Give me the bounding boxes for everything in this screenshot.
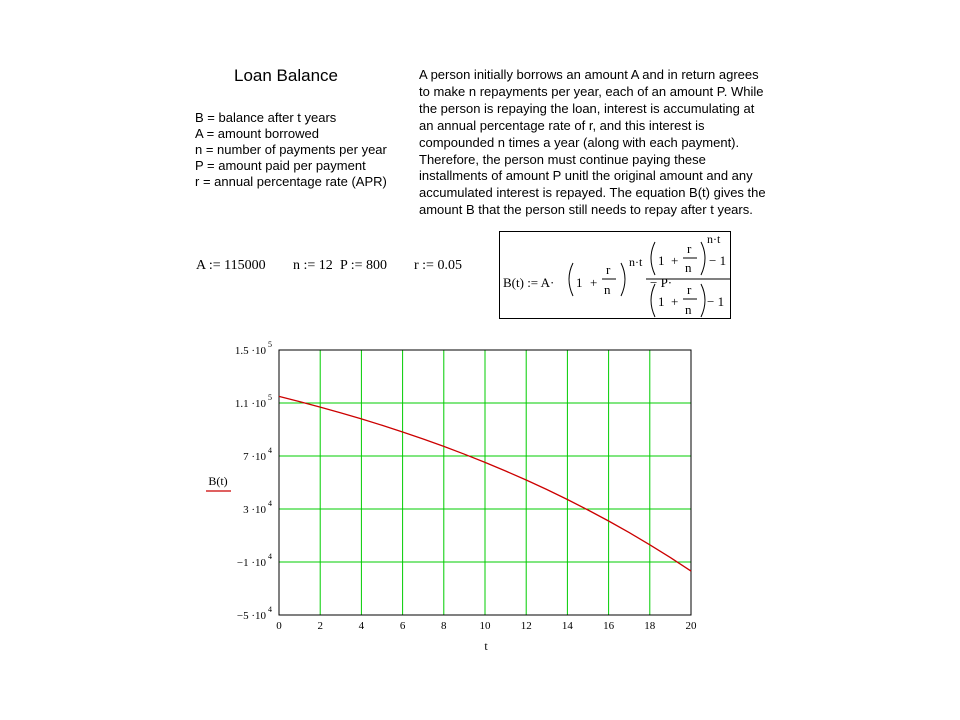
y-tick-exponent: 4 (268, 552, 272, 561)
formula-r-1: r (606, 262, 611, 277)
y-tick-label: 7 ·10 (243, 451, 266, 463)
tick-labels (235, 340, 697, 632)
x-tick-label: 20 (685, 620, 697, 632)
y-tick-label: −5 ·10 (236, 610, 266, 622)
y-tick-exponent: 4 (268, 499, 272, 508)
y-tick-exponent: 4 (268, 446, 272, 455)
x-tick-label: 6 (399, 620, 406, 632)
description-text: A person initially borrows an amount A and in return agrees to make n repayments per year, each of an amount P. While the person is repaying the loan, interest is accumulating at an annual percentage rate of r, and this interest is compounded n times a year (along with each payment). Therefore, the person must continue paying these installments of amount P unitl the original amount and any accumulated interest is repayed. The equation B(t) gives the amount B that the person still needs to repay after t years. (419, 67, 766, 218)
formula-n-3: n (685, 302, 692, 317)
x-tick-label: 0 (276, 620, 282, 632)
y-tick-label: 1.1 ·10 (234, 398, 266, 410)
formula-plus-1: + (590, 275, 598, 290)
definition-a: A = amount borrowed (195, 126, 319, 141)
y-tick-exponent: 5 (268, 393, 272, 402)
y-tick-label: 1.5 ·10 (234, 345, 266, 357)
x-tick-label: 4 (358, 620, 365, 632)
formula-n-1: n (604, 282, 611, 297)
formula-minus-one-2: − 1 (709, 253, 727, 268)
y-tick-label: 3 ·10 (243, 504, 266, 516)
formula-plus-3: + (671, 294, 679, 309)
x-tick-label: 18 (644, 620, 656, 632)
x-tick-label: 8 (441, 620, 447, 632)
definition-r: r = annual percentage rate (APR) (195, 174, 387, 189)
grid (279, 350, 691, 615)
assignment-r[interactable]: r := 0.05 (414, 258, 462, 273)
page-title: Loan Balance (234, 66, 338, 85)
formula-minus-p: − P· (650, 275, 673, 290)
y-tick-exponent: 5 (268, 340, 272, 349)
assignment-n[interactable]: n := 12 (293, 258, 333, 273)
definition-b: B = balance after t years (195, 110, 337, 125)
formula-one-3: 1 (658, 294, 665, 309)
formula-plus-2: + (671, 253, 679, 268)
formula-n-2: n (685, 260, 692, 275)
formula-one-2: 1 (658, 253, 665, 268)
formula-one-1: 1 (576, 275, 583, 290)
y-axis-label: B(t) (208, 474, 228, 488)
formula-minus-one-3: − 1 (707, 294, 725, 309)
y-tick-exponent: 4 (268, 605, 272, 614)
formula-lhs: B(t) := A· (503, 275, 555, 290)
x-tick-label: 16 (603, 620, 615, 632)
assignment-p[interactable]: P := 800 (340, 258, 388, 273)
assignment-a[interactable]: A := 115000 (196, 258, 266, 273)
x-tick-label: 10 (479, 620, 491, 632)
formula-r-2: r (687, 241, 692, 256)
x-tick-label: 14 (561, 620, 573, 632)
formula-exp-1: n·t (629, 255, 643, 269)
x-tick-label: 2 (317, 620, 323, 632)
x-axis-label: t (484, 639, 488, 653)
definition-n: n = number of payments per year (195, 142, 387, 157)
definition-p: P = amount paid per payment (195, 158, 366, 173)
formula-r-3: r (687, 282, 692, 297)
formula-exp-2: n·t (707, 232, 721, 246)
y-tick-label: −1 ·10 (236, 557, 266, 569)
x-tick-label: 12 (520, 620, 532, 632)
